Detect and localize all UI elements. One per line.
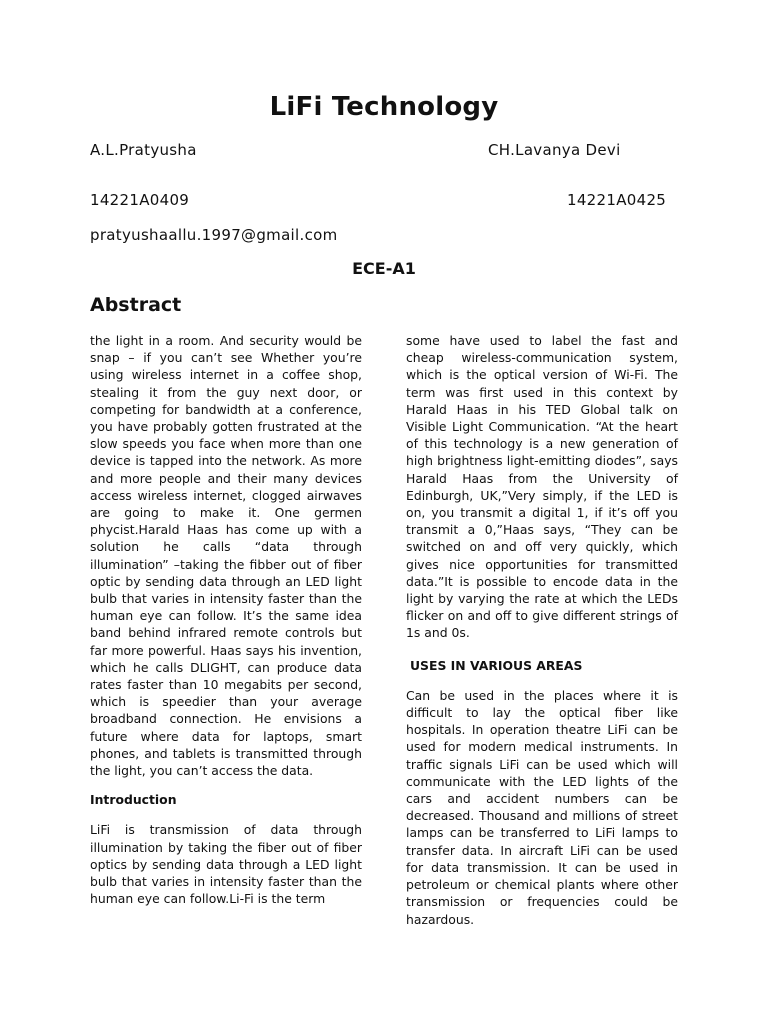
introduction-heading: Introduction xyxy=(90,792,177,808)
abstract-text: the light in a room. And security would be snap – if you can’t see Whether you’re using wireless internet in a coffee shop, stealing it from the guy next door, or competing for bandwidth at a conference, you have probably gotten frustrated at the slow speeds you face when more than one device is tapped into the network. As more and more people and their many devices access wireless internet, clogged airwaves are going to make it. One germen phycist.Harald Haas has come up with a solution he calls “data through illumination” –taking the fibber out of fiber optic by sending data through an LED light bulb that varies in intensity faster than the human eye can follow. It’s the same idea band behind infrared remote controls but far more powerful. Haas says his invention, which he calls DLIGHT, can produce data rates faster than 10 megabits per second, which is speedier than your average broadband connection. He envisions a future where data for laptops, smart phones, and tablets is transmitted through the light, you can’t access the data. xyxy=(90,333,362,779)
right-column xyxy=(406,332,678,928)
author-1-email: pratyushaallu.1997@gmail.com xyxy=(90,226,338,244)
left-column xyxy=(90,332,362,908)
author-1-id: 14221A0409 xyxy=(90,191,190,209)
paper-title: LiFi Technology xyxy=(269,92,499,122)
department-label: ECE-A1 xyxy=(352,259,416,278)
continued-text: some have used to label the fast and cheap wireless-communication system, which is the optical version of Wi-Fi. The term was first used in this context by Harald Haas in his TED Global talk on Visible Light Communication. “At the heart of this technology is a new generation of high brightness light-emitting diodes”, says Harald Haas from the University of Edinburgh, UK,”Very simply, if the LED is on, you transmit a digital 1, if it’s off you transmit a 0,”Haas says, “They can be switched on and off very quickly, which gives nice opportunities for transmitted data.”It is possible to encode data in the light by varying the rate at which the LEDs flicker on and off to give different strings of 1s and 0s. xyxy=(406,333,678,641)
uses-text: Can be used in the places where it is difficult to lay the optical fiber like hospitals. In operation theatre LiFi can be used for modern medical instruments. In traffic signals LiFi can be used which will communicate with the LED lights of the cars and accident numbers can be decreased. Thousand and millions of street lamps can be transferred to LiFi lamps to transfer data. In aircraft LiFi can be used for data transmission. It can be used in petroleum or chemical plants where other transmission or frequencies could be hazardous. xyxy=(406,687,678,927)
uses-heading: USES IN VARIOUS AREAS xyxy=(410,657,583,673)
introduction-text: LiFi is transmission of data through illumination by taking the fiber out of fiber optics by sending data through a LED light bulb that varies in intensity faster than the human eye can follow.Li-Fi is the term xyxy=(90,822,362,907)
author-2-name: CH.Lavanya Devi xyxy=(488,141,621,159)
author-1-name: A.L.Pratyusha xyxy=(90,141,197,159)
author-2-id: 14221A0425 xyxy=(567,191,667,209)
abstract-heading: Abstract xyxy=(90,294,182,316)
